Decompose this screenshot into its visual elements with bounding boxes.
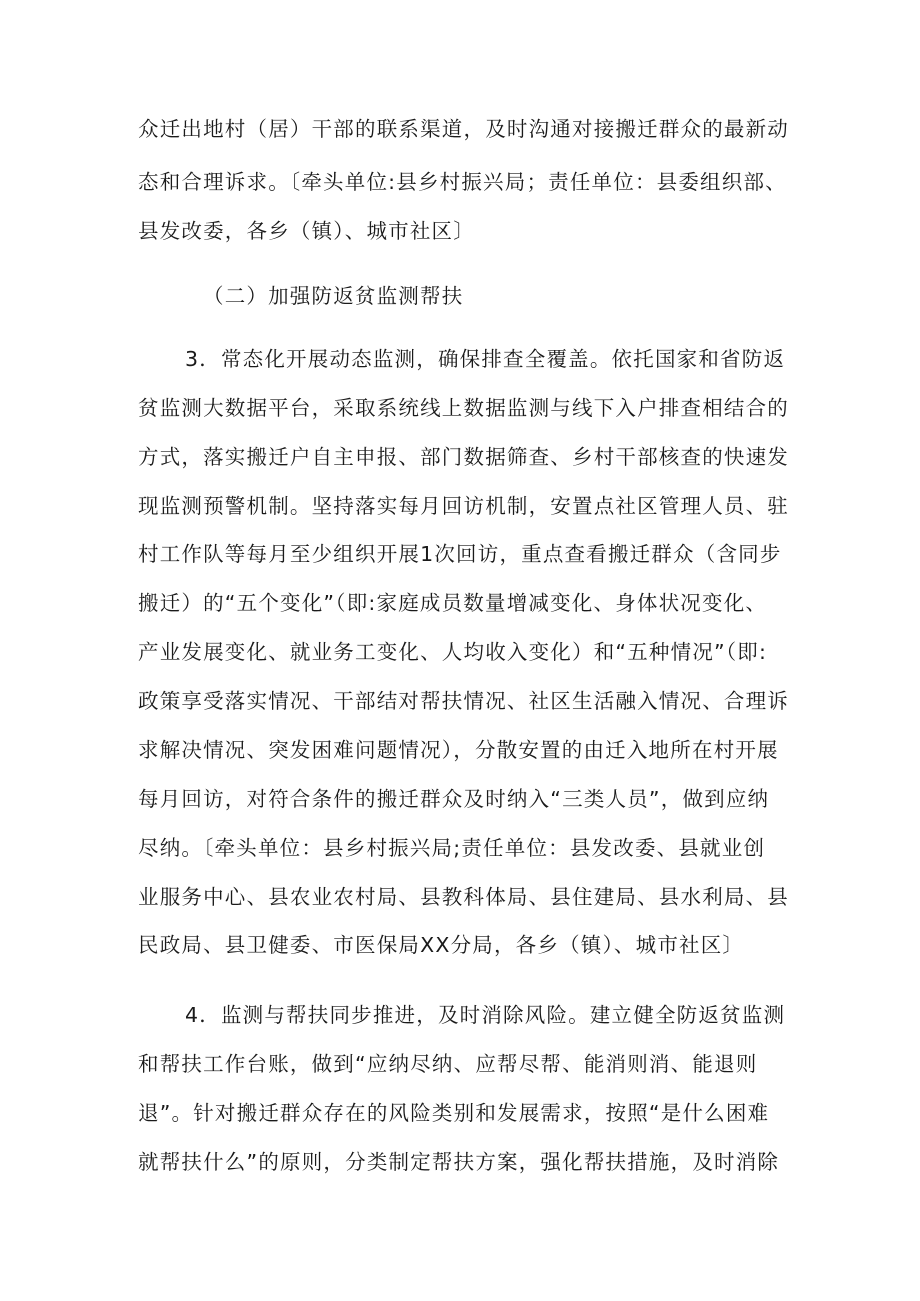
section-heading: （二）加强防返贫监测帮扶 xyxy=(203,284,464,308)
text-line: 就帮扶什么”的原则，分类制定帮扶方案，强化帮扶措施，及时消除 xyxy=(138,1150,780,1174)
text-line: 搬迁）的“五个变化”（即:家庭成员数量增减变化、身体状况变化、 xyxy=(138,591,768,615)
text-line: 退”。针对搬迁群众存在的风险类别和发展需求，按照“是什么困难 xyxy=(138,1101,770,1125)
text-line: 政策享受落实情况、干部结对帮扶情况、社区生活融入情况、合理诉 xyxy=(138,689,789,713)
text-line: 方式，落实搬迁户自主申报、部门数据筛查、乡村干部核查的快速发 xyxy=(138,445,789,469)
text-line: 和帮扶工作台账，做到“应纳尽纳、应帮尽帮、能消则消、能退则 xyxy=(138,1052,758,1076)
text-line: 现监测预警机制。坚持落实每月回访机制，安置点社区管理人员、驻 xyxy=(138,494,789,518)
text-line: 产业发展变化、就业务工变化、人均收入变化）和“五种情况”（即: xyxy=(138,640,768,664)
text-line: 3．常态化开展动态监测，确保排查全覆盖。依托国家和省防返 xyxy=(185,347,786,371)
text-line: 每月回访，对符合条件的搬迁群众及时纳入“三类人员”，做到应纳 xyxy=(138,787,770,811)
text-line: 尽纳。〔牵头单位：县乡村振兴局;责任单位：县发改委、县就业创 xyxy=(138,836,766,860)
text-line: 县发改委，各乡（镇）、城市社区〕 xyxy=(138,219,475,243)
text-line: 求解决情况、突发困难问题情况），分散安置的由迁入地所在村开展 xyxy=(138,738,779,762)
text-line: 贫监测大数据平台，采取系统线上数据监测与线下入户排查相结合的 xyxy=(138,396,789,420)
text-line: 态和合理诉求。〔牵头单位:县乡村振兴局；责任单位：县委组织部、 xyxy=(138,170,787,194)
text-line: 村工作队等每月至少组织开展1次回访，重点查看搬迁群众（含同步 xyxy=(138,542,782,566)
text-line: 业服务中心、县农业农村局、县教科体局、县住建局、县水利局、县 xyxy=(138,885,789,909)
text-line: 众迁出地村（居）干部的联系渠道，及时沟通对接搬迁群众的最新动 xyxy=(138,117,789,141)
text-line: 4．监测与帮扶同步推进，及时消除风险。建立健全防返贫监测 xyxy=(185,1003,786,1027)
text-line: 民政局、县卫健委、市医保局XX分局，各乡（镇）、城市社区〕 xyxy=(138,933,745,957)
